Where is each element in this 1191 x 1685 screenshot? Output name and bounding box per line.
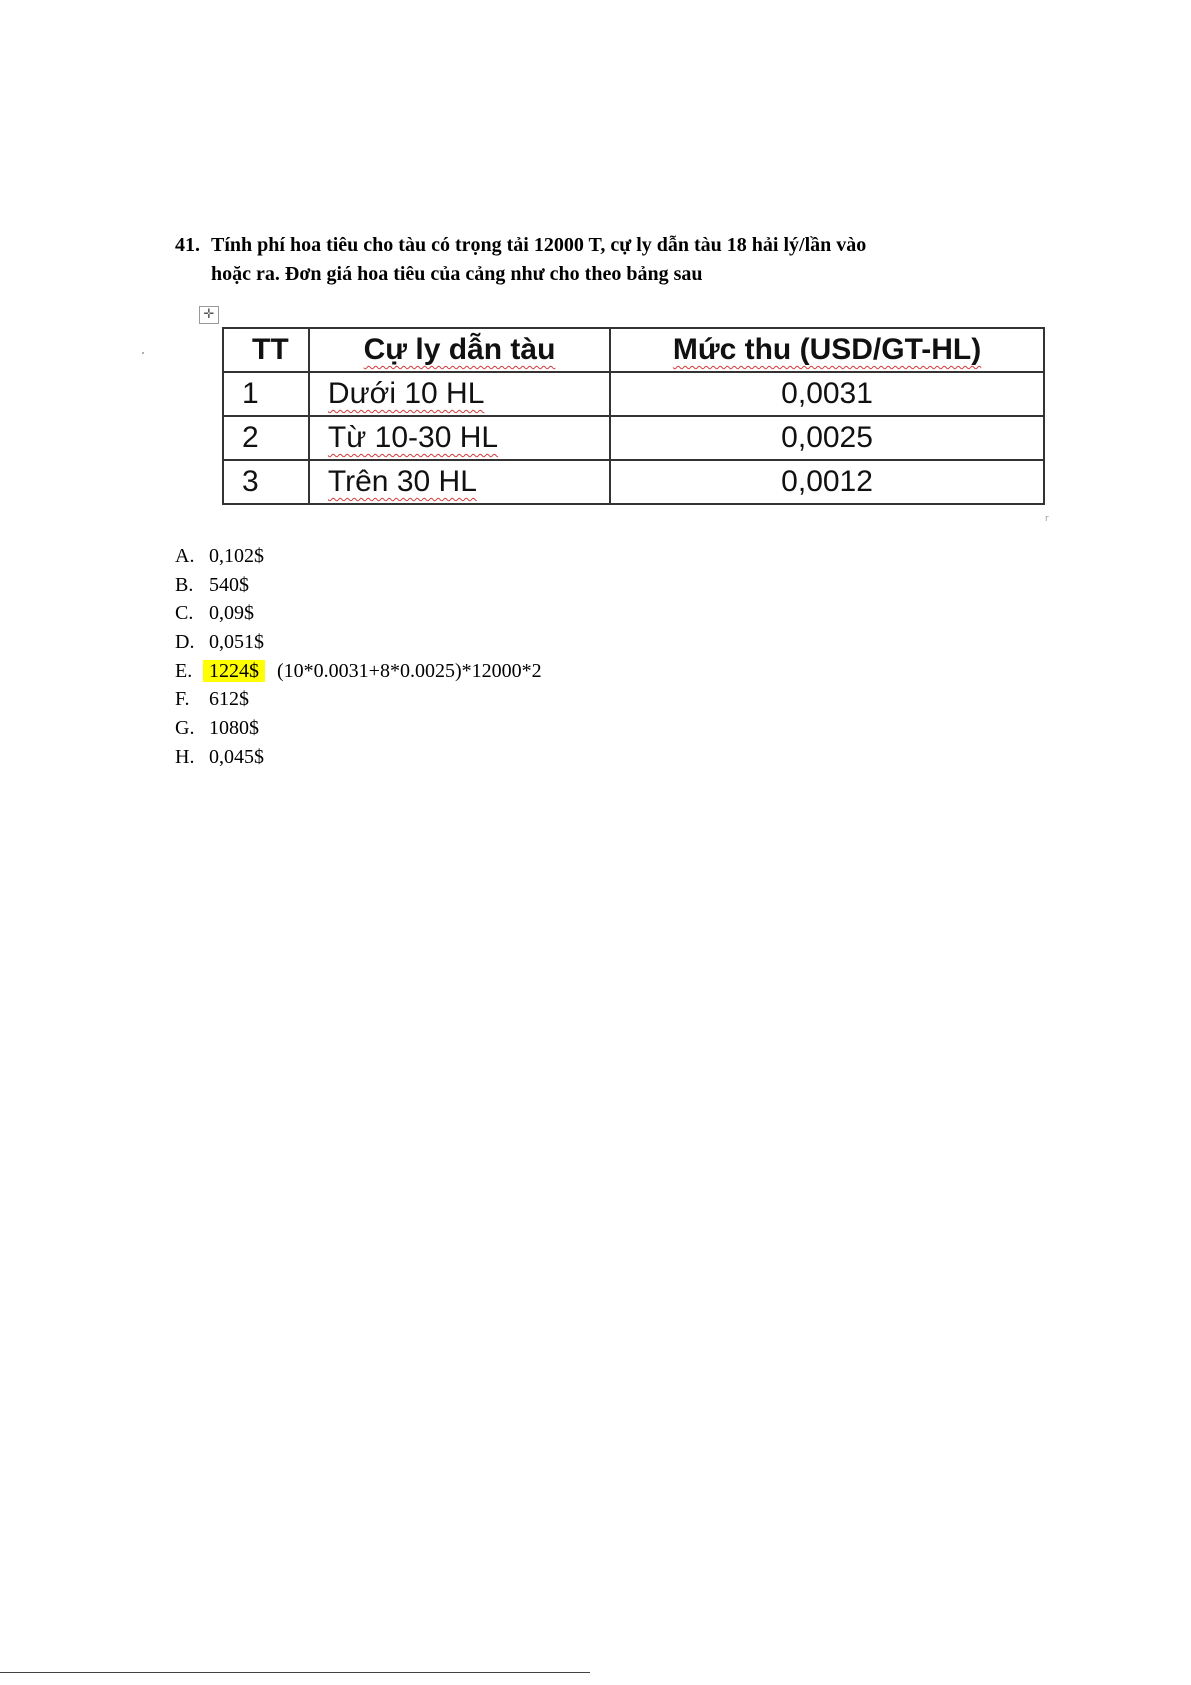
answer-list xyxy=(175,542,542,772)
answer-text-highlighted: 1224$ xyxy=(203,660,265,682)
table-row xyxy=(223,416,1044,460)
table-row xyxy=(223,372,1044,416)
answer-option[interactable] xyxy=(175,628,542,657)
answer-letter: D. xyxy=(175,631,195,654)
question-text-line2: hoặc ra. Đơn giá hoa tiêu của cảng như cho theo bảng sau xyxy=(211,263,703,285)
answer-option[interactable] xyxy=(175,599,542,628)
stray-dot-mark xyxy=(142,352,144,354)
header-rate: Mức thu (USD/GT-HL) xyxy=(610,328,1044,372)
row-1-tt: 1 xyxy=(223,372,309,416)
table-resize-mark[interactable]: r xyxy=(1045,514,1049,524)
answer-option-correct[interactable] xyxy=(175,657,542,686)
answer-working-note: (10*0.0031+8*0.0025)*12000*2 xyxy=(277,659,542,682)
answer-text: 540$ xyxy=(209,573,249,596)
answer-letter: E. xyxy=(175,659,193,682)
answer-text: 0,102$ xyxy=(209,545,264,567)
answer-letter: C. xyxy=(175,602,194,625)
footnote-separator xyxy=(0,1672,590,1673)
row-1-rate: 0,0031 xyxy=(610,372,1044,416)
answer-letter: H. xyxy=(175,745,195,768)
row-3-distance: Trên 30 HL xyxy=(309,460,610,504)
header-distance: Cự ly dẫn tàu xyxy=(309,328,610,372)
answer-option[interactable] xyxy=(175,685,542,714)
question-block xyxy=(175,231,1035,289)
row-2-tt: 2 xyxy=(223,416,309,460)
header-tt: TT xyxy=(223,328,309,372)
answer-letter: B. xyxy=(175,573,194,596)
answer-letter: F. xyxy=(175,688,190,711)
question-text-line1: Tính phí hoa tiêu cho tàu có trọng tải 12000 T, cự ly dẫn tàu 18 hải lý/lần vào xyxy=(211,234,867,256)
answer-option[interactable] xyxy=(175,571,542,600)
answer-letter: G. xyxy=(175,717,195,740)
pilotage-rate-table xyxy=(222,327,1045,505)
row-3-rate: 0,0012 xyxy=(610,460,1044,504)
answer-letter: A. xyxy=(175,545,195,567)
answer-text: 0,045$ xyxy=(209,745,264,768)
answer-option[interactable] xyxy=(175,542,542,571)
answer-text: 0,09$ xyxy=(209,602,254,625)
row-2-distance: Từ 10-30 HL xyxy=(309,416,610,460)
table-row xyxy=(223,460,1044,504)
question-number: 41. xyxy=(175,234,200,256)
row-1-distance: Dưới 10 HL xyxy=(309,372,610,416)
answer-option[interactable] xyxy=(175,743,542,772)
answer-text: 612$ xyxy=(209,688,249,711)
move-cross-icon[interactable]: ✛ xyxy=(199,306,219,324)
answer-text: 1080$ xyxy=(209,717,259,740)
answer-option[interactable] xyxy=(175,714,542,743)
row-2-rate: 0,0025 xyxy=(610,416,1044,460)
row-3-tt: 3 xyxy=(223,460,309,504)
table-header-row xyxy=(223,328,1044,372)
answer-text: 0,051$ xyxy=(209,631,264,654)
